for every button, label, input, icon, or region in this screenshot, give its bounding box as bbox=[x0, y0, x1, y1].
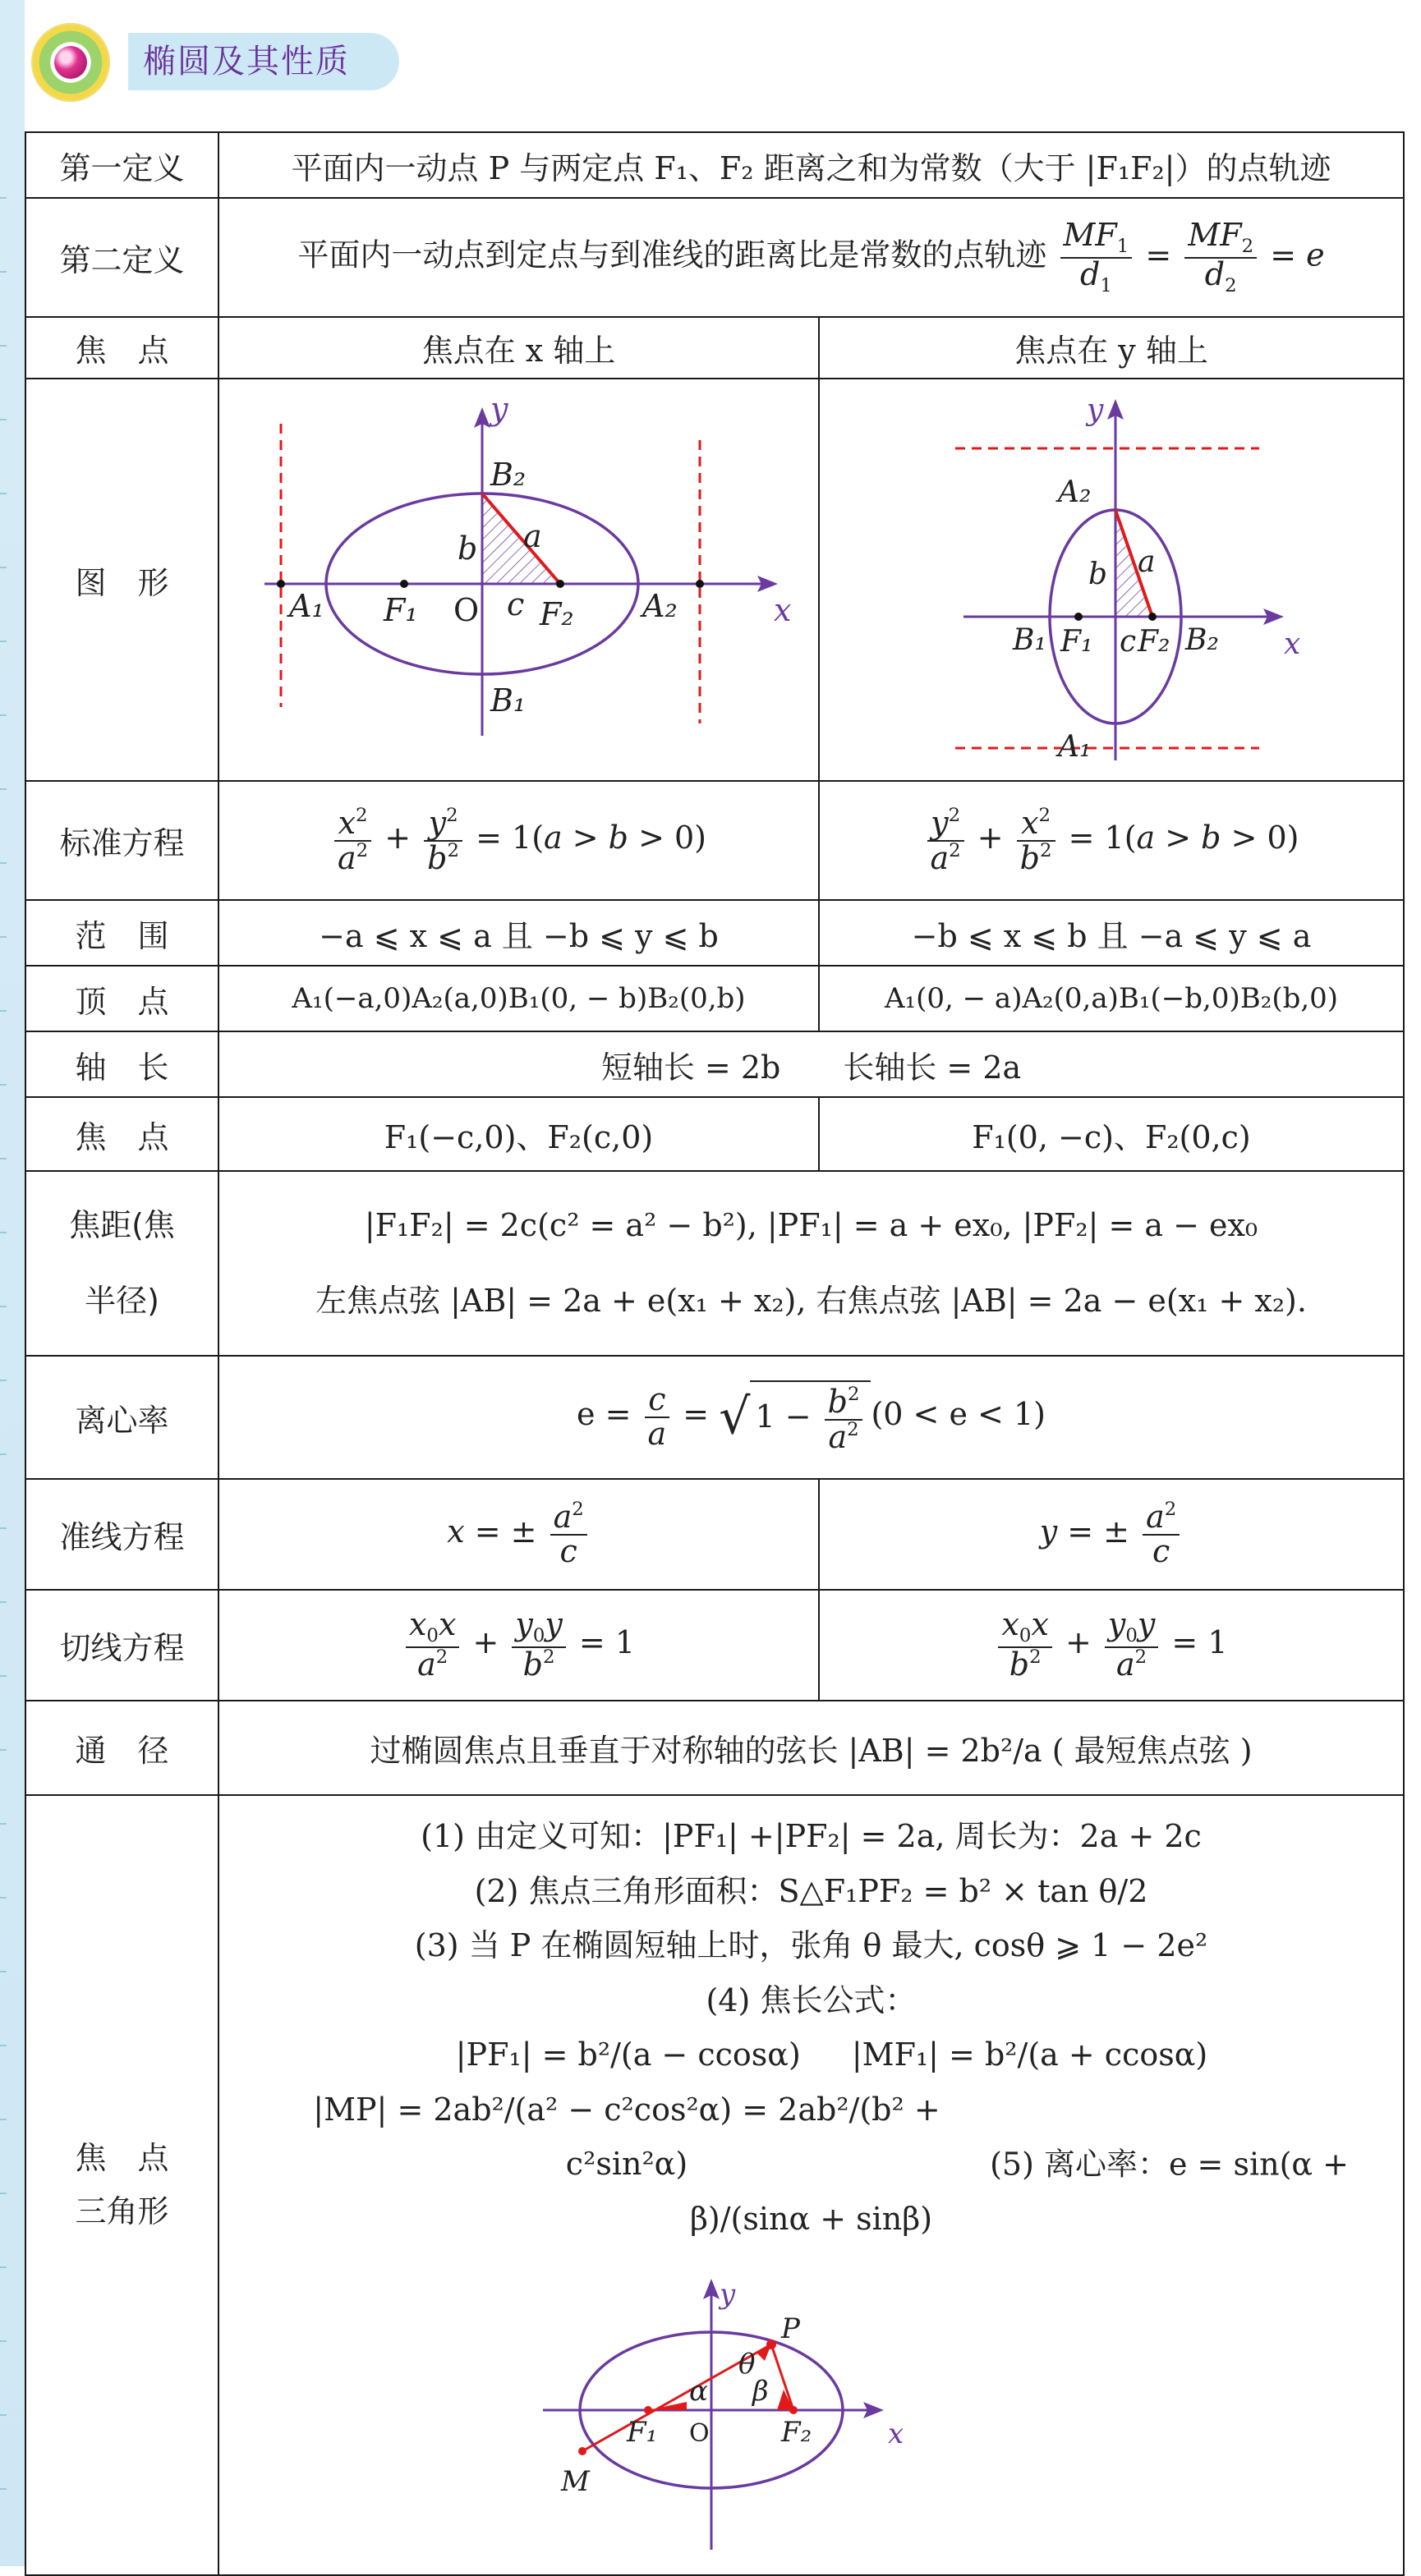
row-directrix bbox=[25, 1479, 1404, 1590]
point-m bbox=[578, 2447, 586, 2455]
sqrt-body: 1 − $\frac{b^2}{a^2}$ bbox=[750, 1380, 871, 1453]
label-p: P bbox=[781, 2312, 800, 2345]
frac-x0x-b2: $\frac{x_0x}{b^2}$ bbox=[998, 1609, 1051, 1682]
tri-item-2: (2) 焦点三角形面积：S△F₁PF₂ = b² × tan θ/2 bbox=[474, 1872, 1148, 1909]
label-f1-tri: F₁ bbox=[627, 2416, 658, 2449]
directrix-point-left bbox=[277, 580, 285, 588]
figure-y-ellipse bbox=[819, 379, 1404, 781]
focal-triangle-content bbox=[218, 1795, 1404, 2575]
row-foci bbox=[25, 1097, 1404, 1171]
label-f2-tri: F₂ bbox=[781, 2416, 812, 2449]
first-definition-content: 平面内一动点 P 与两定点 F₁、F₂ 距离之和为常数（大于 |F₁F₂|）的点轨迹 bbox=[291, 149, 1331, 186]
sqrt-sign-icon: √ bbox=[719, 1389, 751, 1446]
label-a-y: a bbox=[1138, 545, 1156, 579]
tangent-y: $\frac{x_0x}{b^2}$ + $\frac{y_0y}{a^2}$ = 1 bbox=[819, 1590, 1404, 1701]
label-tri-line1: 焦 点 bbox=[75, 2140, 169, 2177]
tri-item-3: (3) 当 P 在椭圆短轴上时，张角 θ 最大, cosθ ⩾ 1 − 2e² bbox=[414, 1927, 1208, 1963]
range-y: −b ⩽ x ⩽ b 且 −a ⩽ y ⩽ a bbox=[819, 900, 1404, 966]
tri-mf1: |MF₁| = b²/(a + ccosα) bbox=[851, 2036, 1208, 2073]
row-axis-length bbox=[25, 1031, 1404, 1097]
label-theta: θ bbox=[738, 2348, 756, 2381]
label-vertex: 顶 点 bbox=[25, 966, 218, 1031]
frac-x2-a2: $\frac{x^2}{a^2}$ bbox=[334, 806, 371, 875]
row-eccentricity bbox=[25, 1356, 1404, 1479]
label-f1: F₁ bbox=[383, 592, 418, 628]
label-b2-y: B₂ bbox=[1185, 623, 1219, 657]
ratio-mf1-d1: $\frac{MF_1}{d_1}$ bbox=[1060, 219, 1133, 296]
label-range: 范 围 bbox=[25, 900, 218, 966]
label-y-2: y bbox=[1087, 393, 1104, 427]
row-first-definition bbox=[25, 132, 1404, 198]
label-b2: B₂ bbox=[490, 457, 526, 493]
focal-triangle-diagram bbox=[239, 2271, 1405, 2566]
label-focal-triangle bbox=[25, 1795, 218, 2575]
label-directrix: 准线方程 bbox=[25, 1479, 218, 1590]
label-focal-line1: 焦距(焦 bbox=[69, 1207, 175, 1244]
row-tangent bbox=[25, 1590, 1404, 1701]
foci-x: F₁(−c,0)、F₂(c,0) bbox=[218, 1097, 819, 1171]
first-definition-text bbox=[218, 132, 1404, 198]
label-c: c bbox=[506, 586, 524, 622]
bullet-ball-icon bbox=[31, 23, 110, 102]
label-standard-equation: 标准方程 bbox=[25, 781, 218, 900]
label-f2: F₂ bbox=[539, 596, 574, 632]
label-figure: 图 形 bbox=[25, 379, 218, 781]
frac-y0y-b2: $\frac{y_0y}{b^2}$ bbox=[512, 1609, 565, 1682]
label-b-y: b bbox=[1088, 558, 1108, 591]
label-tangent: 切线方程 bbox=[25, 1590, 218, 1701]
label-b: b bbox=[457, 530, 477, 567]
vertical-ellipse-diagram bbox=[832, 387, 1391, 773]
label-b1: B₁ bbox=[490, 682, 526, 719]
label-x-2: x bbox=[1284, 627, 1301, 661]
label-second-definition: 第二定义 bbox=[25, 198, 218, 317]
focus-on-y: 焦点在 y 轴上 bbox=[819, 317, 1404, 379]
frac-y0y-a2: $\frac{y_0y}{a^2}$ bbox=[1105, 1609, 1158, 1682]
label-b1-y: B₁ bbox=[1013, 623, 1046, 657]
row-latus-rectum bbox=[25, 1701, 1404, 1795]
row-standard-equation bbox=[25, 781, 1404, 900]
range-x: −a ⩽ x ⩽ a 且 −b ⩽ y ⩽ b bbox=[218, 900, 819, 966]
tri-item-4: (4) 焦长公式： bbox=[706, 1981, 917, 2018]
std-eq-y: $\frac{y^2}{a^2}$ + $\frac{x^2}{b^2}$ = 1(a > b > 0) bbox=[819, 781, 1404, 900]
focal-line2: 左焦点弦 |AB| = 2a + e(x₁ + x₂), 右焦点弦 |AB| = 2a − e(x₁ + x₂). bbox=[315, 1282, 1307, 1319]
directrix-y: y = ± $\frac{a^2}{c}$ bbox=[819, 1479, 1404, 1590]
label-m: M bbox=[561, 2465, 590, 2498]
focus-f2-point-y bbox=[1148, 613, 1157, 621]
tangent-x: $\frac{x_0x}{a^2}$ + $\frac{y_0y}{b^2}$ = 1 bbox=[218, 1590, 819, 1701]
section-header bbox=[31, 21, 417, 103]
label-focus-position: 焦 点 bbox=[25, 317, 218, 379]
vertex-x: A₁(−a,0)A₂(a,0)B₁(0, − b)B₂(0,b) bbox=[218, 966, 819, 1031]
row-focal-distance bbox=[25, 1171, 1404, 1356]
label-f1-y: F₁ bbox=[1060, 625, 1093, 659]
row-vertex bbox=[25, 966, 1404, 1031]
frac-c-a: $\frac{c}{a}$ bbox=[645, 1384, 670, 1451]
ratio-mf2-d2: $\frac{MF_2}{d_2}$ bbox=[1184, 219, 1257, 296]
label-a2-y: A₂ bbox=[1058, 475, 1092, 509]
ellipse-properties-table bbox=[25, 131, 1405, 2576]
label-eccentricity: 离心率 bbox=[25, 1356, 218, 1479]
label-latus-rectum: 通 径 bbox=[25, 1701, 218, 1795]
latus-rectum-text: 过椭圆焦点且垂直于对称轴的弦长 |AB| = 2b²/a ( 最短焦点弦 ) bbox=[218, 1701, 1404, 1795]
directrix-point-right bbox=[696, 580, 704, 588]
label-c-y: c bbox=[1120, 625, 1137, 659]
label-origin-tri: O bbox=[689, 2419, 710, 2448]
section-title: 椭圆及其性质 bbox=[128, 33, 399, 90]
focal-distance-text bbox=[218, 1171, 1404, 1356]
focus-f1-point bbox=[400, 580, 408, 588]
eccentricity-formula: e = $\frac{c}{a}$ = √ 1 − $\frac{b^2}{a^2}$ (0 < e < 1) bbox=[218, 1356, 1404, 1479]
label-foci: 焦 点 bbox=[25, 1097, 218, 1171]
frac-b2-a2: $\frac{b^2}{a^2}$ bbox=[825, 1385, 863, 1453]
tri-item-1: (1) 由定义可知：|PF₁| +|PF₂| = 2a, 周长为：2a + 2c bbox=[421, 1818, 1202, 1854]
tri-item-5 bbox=[239, 2027, 1383, 2082]
label-tri-line2: 三角形 bbox=[75, 2193, 169, 2229]
label-first-definition: 第一定义 bbox=[25, 132, 218, 198]
label-x: x bbox=[773, 592, 791, 628]
label-a1: A₁ bbox=[288, 588, 324, 624]
label-f2-y: F₂ bbox=[1138, 625, 1170, 659]
point-f1 bbox=[644, 2406, 652, 2414]
focal-line1: |F₁F₂| = 2c(c² = a² − b²), |PF₁| = a + ex₀, |PF₂| = a − ex₀ bbox=[364, 1207, 1258, 1244]
label-focal-line2: 半径) bbox=[85, 1282, 159, 1319]
frac-y2-b2: $\frac{y^2}{b^2}$ bbox=[424, 806, 462, 875]
row-second-definition bbox=[25, 198, 1404, 317]
label-axis-length: 轴 长 bbox=[25, 1031, 218, 1097]
tri-mp: |MP| = 2ab²/(a² − c²cos²α) = 2ab²/(b² + c²sin²α) bbox=[313, 2091, 940, 2182]
row-figure bbox=[25, 379, 1404, 781]
label-x-3: x bbox=[888, 2418, 904, 2450]
tri-pf1: |PF₁| = b²/(a − ccosα) bbox=[455, 2036, 801, 2073]
label-focal-distance bbox=[25, 1171, 218, 1356]
left-margin-strip bbox=[0, 0, 25, 2566]
point-p bbox=[766, 2340, 776, 2349]
row-focal-triangle bbox=[25, 1795, 1404, 2575]
label-y: y bbox=[490, 395, 508, 427]
std-eq-x: $\frac{x^2}{a^2}$ + $\frac{y^2}{b^2}$ = 1(a > b > 0) bbox=[218, 781, 819, 900]
frac-y2-a2: $\frac{y^2}{a^2}$ bbox=[927, 806, 964, 875]
focus-f2-point bbox=[556, 580, 564, 588]
frac-x2-b2: $\frac{x^2}{b^2}$ bbox=[1017, 806, 1055, 875]
label-a2: A₂ bbox=[642, 588, 678, 624]
axis-length-text: 短轴长 = 2b 长轴长 = 2a bbox=[218, 1031, 1404, 1097]
label-a1-y: A₁ bbox=[1058, 730, 1092, 764]
frac-x0x-a2: $\frac{x_0x}{a^2}$ bbox=[406, 1609, 459, 1682]
row-focus-position bbox=[25, 317, 1404, 379]
label-alpha: α bbox=[689, 2375, 708, 2408]
frac-a2-c-x: $\frac{a^2}{c}$ bbox=[550, 1500, 587, 1568]
label-beta: β bbox=[752, 2375, 769, 2408]
point-f2 bbox=[789, 2406, 798, 2414]
focus-on-x: 焦点在 x 轴上 bbox=[218, 317, 819, 379]
tri-item-6 bbox=[239, 2082, 1383, 2247]
horizontal-ellipse-diagram bbox=[232, 395, 807, 765]
directrix-x: x = ± $\frac{a^2}{c}$ bbox=[218, 1479, 819, 1590]
frac-a2-c-y: $\frac{a^2}{c}$ bbox=[1143, 1500, 1180, 1568]
label-origin: O bbox=[453, 592, 479, 628]
vertex-y: A₁(0, − a)A₂(0,a)B₁(−b,0)B₂(b,0) bbox=[819, 966, 1404, 1031]
tri-ecc: (5) 离心率：e = sin(α + β)/(sinα + sinβ) bbox=[689, 2146, 1350, 2237]
foci-y: F₁(0, −c)、F₂(0,c) bbox=[819, 1097, 1404, 1171]
row-range bbox=[25, 900, 1404, 966]
second-definition-content: 平面内一动点到定点与到准线的距离比是常数的点轨迹 bbox=[297, 236, 1047, 273]
focus-f1-point-y bbox=[1074, 613, 1083, 621]
second-definition-text: 平面内一动点到定点与到准线的距离比是常数的点轨迹 $\frac{MF_1}{d_1}$ = $\frac{MF_2}{d_2}$ = e bbox=[218, 198, 1404, 317]
label-a: a bbox=[522, 518, 542, 554]
label-y-3: y bbox=[720, 2278, 736, 2311]
figure-x-ellipse bbox=[218, 379, 819, 781]
